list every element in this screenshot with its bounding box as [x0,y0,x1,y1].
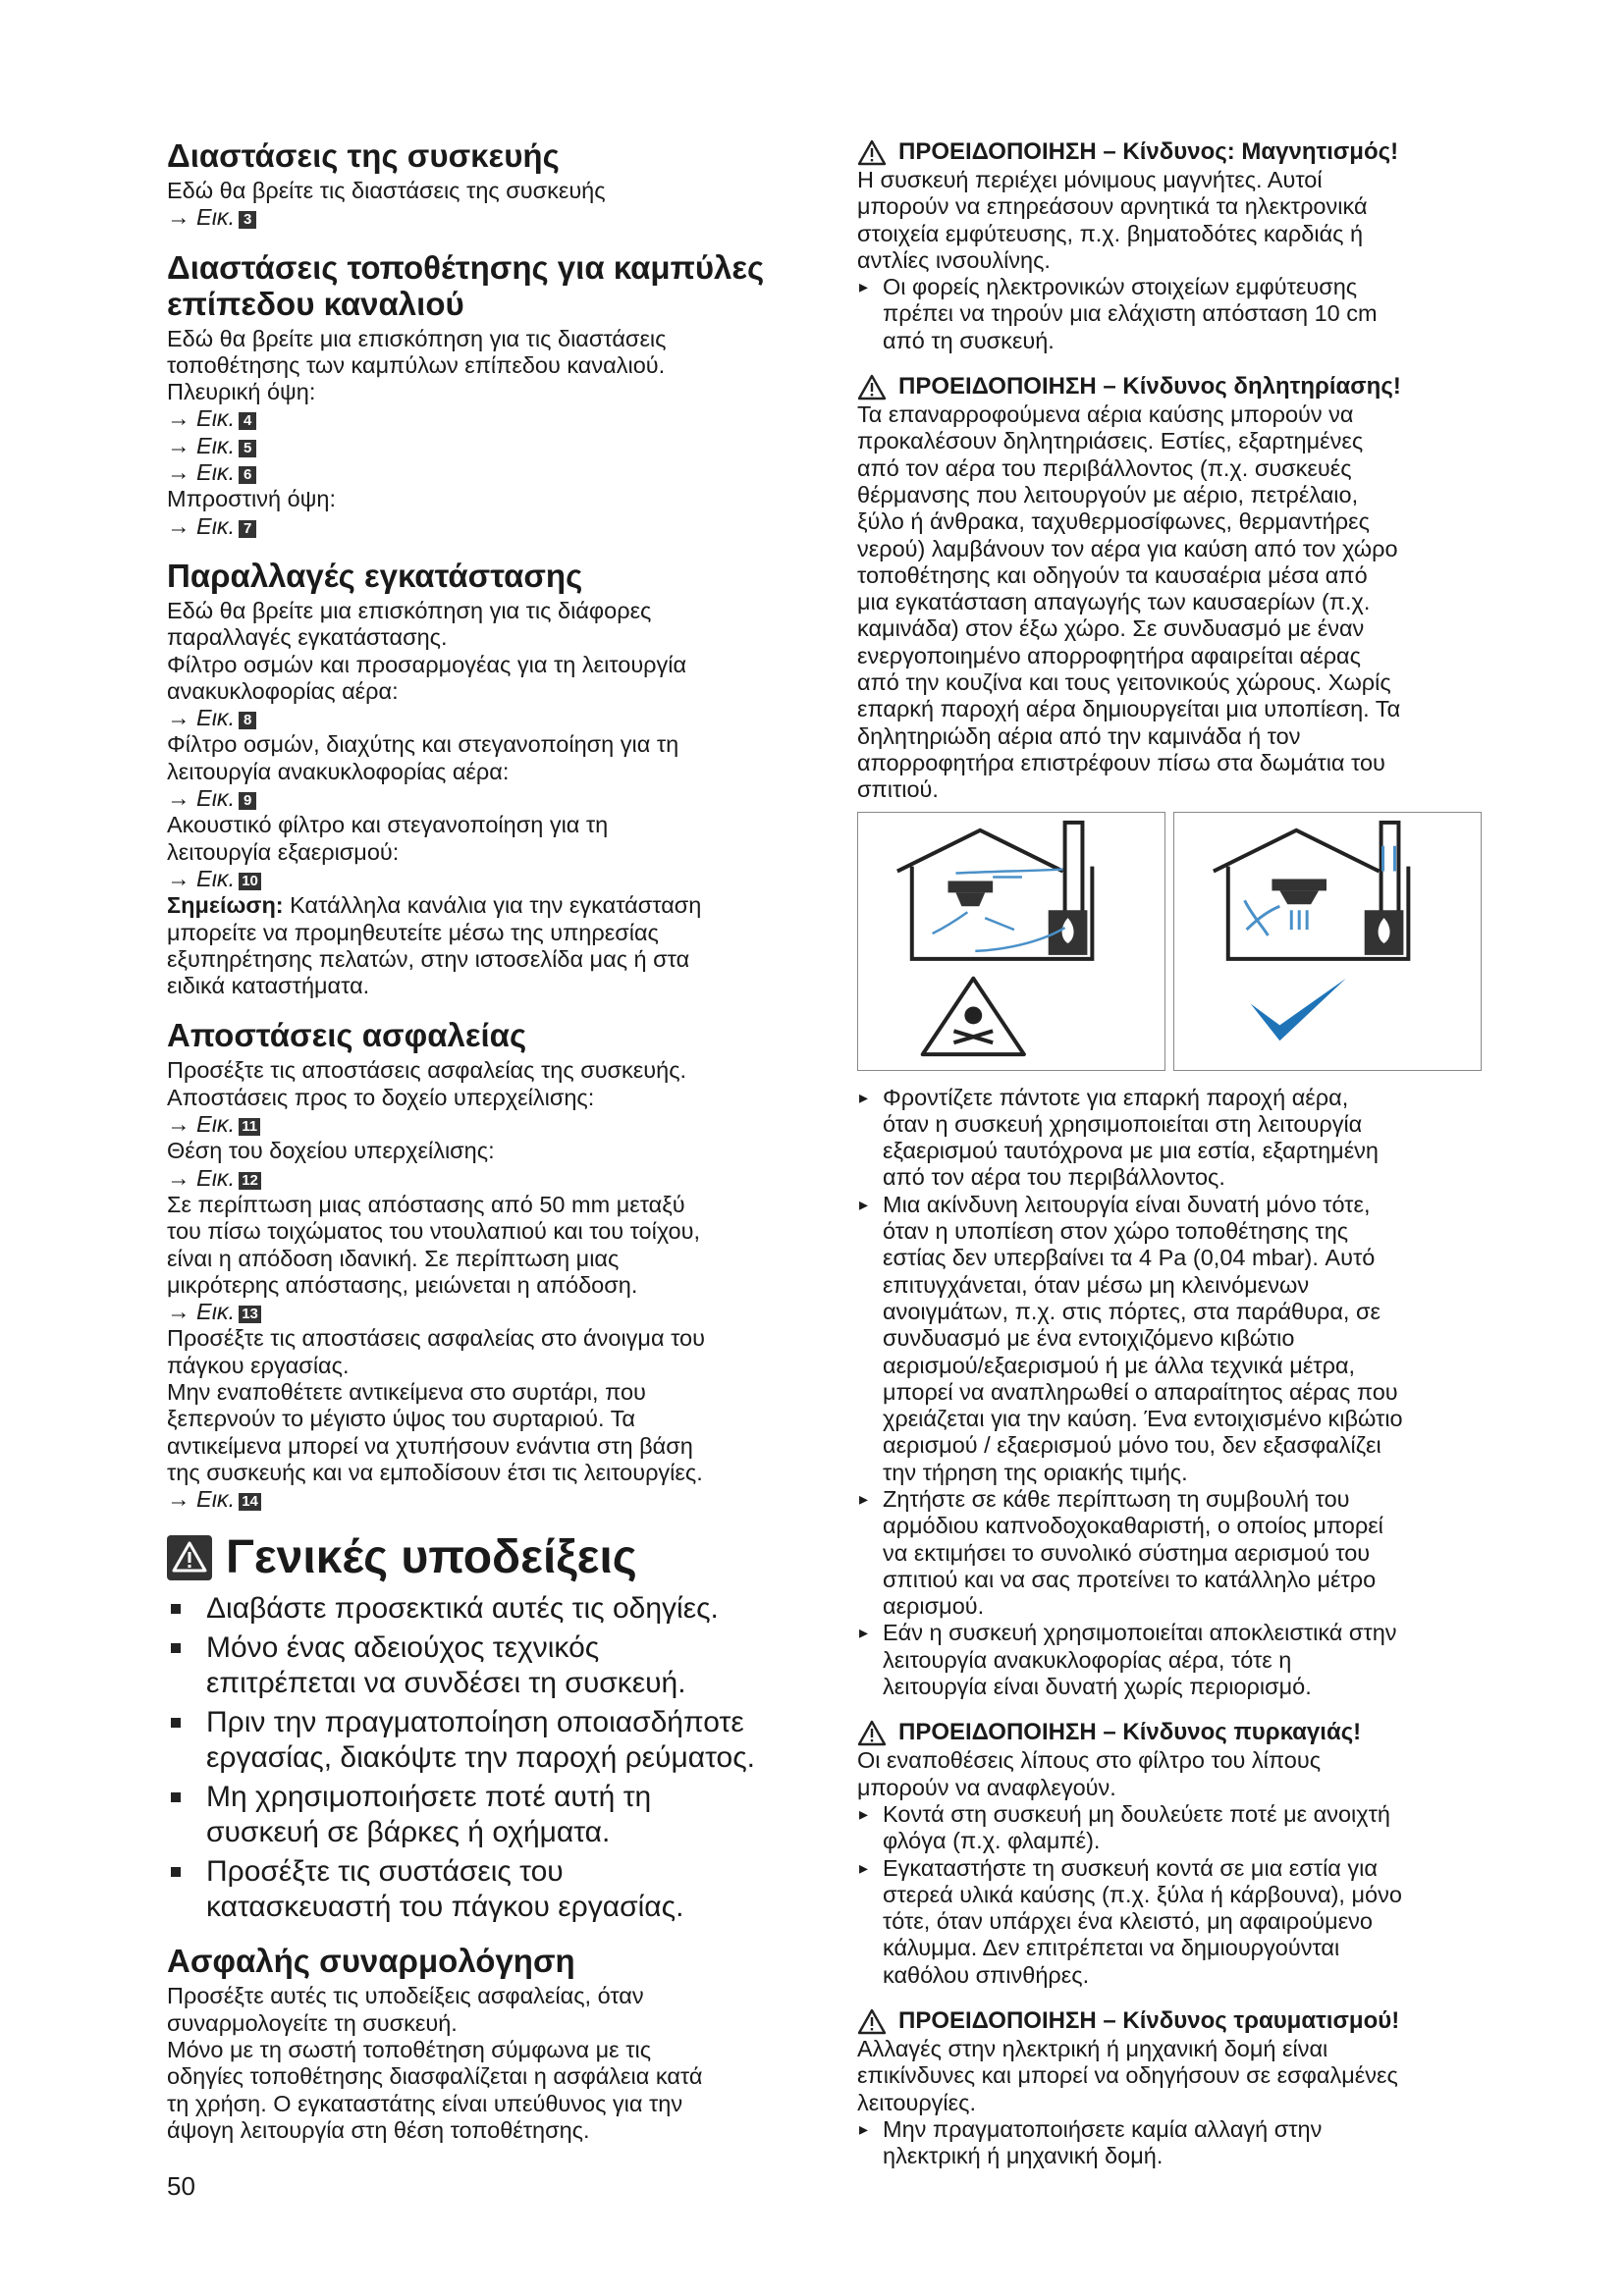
text-line: θέρμανσης που λειτουργούν με αέριο, πετρέλαιο, [857,481,1359,507]
warning-triangle-icon [857,1720,887,1746]
list-item: ▸ Μια ακίνδυνη λειτουργία είναι δυνατή μόνο τότε, όταν η υποπίεση στον χώρο τοποθέτησης της εστίας δεν υπερβαίνει τα 4 Pa (0,04 mbar). Αυτό επιτυγχάνεται, όταν μέσω μη κλεινόμενων ανοιγμάτων, π.χ. στις πόρτες, στα παράθυρα, σε συνδυασμό με ένα εντοιχιζόμενο κιβώτιο αερισμού/εξαερισμού ή με άλλα τεχνικά μέτρα, μπορεί να αναπληρωθεί ο απαραίτητος αέρας που χρειάζεται για την καύση. Ένα εντοιχισμένο κιβώτιο αερισμού / εξαερισμού μόνο του, δεν εξασφαλίζει την τήρηση της οριακής τιμής. [857,1192,1486,1486]
section-device-dimensions [167,137,805,232]
text-line: Θέση του δοχείου υπερχείλισης: [167,1138,495,1164]
text-line: Φίλτρο οσμών, διαχύτης και στεγανοποίηση για τη [167,731,679,758]
text-line: μπορείτε να προμηθευτείτε μέσω της υπηρεσίας [167,919,659,945]
text-line: Εδώ θα βρείτε μια επισκόπηση για τις διαστάσεις [167,325,667,351]
figure-ref: → Εικ. 6 [167,459,805,486]
list-item: ▸ Ζητήστε σε κάθε περίπτωση τη συμβουλή του αρμόδιου καπνοδοχοκαθαριστή, ο οποίος μπορεί να εκτιμήσει το συνολικό σύστημα αερισμού του σπιτιού και να σας προτείνει το κατάλληλο μέτρο αερισμού. [857,1486,1486,1620]
warning-injury [857,2006,1486,2169]
text-line: Φίλτρο οσμών και προσαρμογέας για τη λειτουργία [167,651,687,677]
list-item: Προσέξτε τις συστάσεις του κατασκευαστή του πάγκου εργασίας. [167,1854,805,1925]
text-line: επικίνδυνες και μπορεί να οδηγήσουν σε εσφαλμένες [857,2062,1398,2089]
house-danger-figure [857,812,1165,1071]
text-line: σπιτιού. [857,776,939,803]
figure-ref: → Εικ. 10 [167,866,805,892]
figure-ref: → Εικ. 7 [167,513,805,540]
warning-title: ΠΡΟΕΙΔΟΠΟΙΗΣΗ – Κίνδυνος τραυματισμού! [857,2006,1486,2036]
figure-number: 6 [239,466,256,484]
figure-number: 5 [239,440,256,457]
figure-number: 8 [239,712,256,729]
general-notes-list [167,1591,805,1925]
text-line: λειτουργίες. [857,2089,976,2115]
text-line: Αλλαγές στην ηλεκτρική ή μηχανική δομή είναι [857,2036,1328,2062]
text-line: επαρκή παροχή αέρα δημιουργείται μια υποπίεση. Τα [857,696,1401,722]
text-line: απορροφητήρα επιστρέφουν πίσω στα δωμάτια του [857,749,1385,775]
section-title: Διαστάσεις της συσκευής [167,137,560,174]
text-line: Ακουστικό φίλτρο και στεγανοποίηση για τη [167,812,609,838]
text-line: νερού) λαμβάνουν τον αέρα για καύση από τον χώρο [857,535,1398,561]
text-line: Οι εναποθέσεις λίπους στο φίλτρο του λίπους [857,1747,1322,1774]
figure-number: 12 [239,1172,261,1190]
figure-ref: → Εικ. 12 [167,1165,805,1192]
figure-number: 10 [239,873,261,890]
list-item: ▸ Εγκαταστήστε τη συσκευή κοντά σε μια εστία για στερεά υλικά καύσης (π.χ. ξύλα ή κάρβουνα), μόνο τότε, όταν υπάρχει ένα κλειστό, μη αφαιρούμενο κάλυμμα. Δεν επιτρέπεται να δημιουργούνται καθόλου σπινθήρες. [857,1855,1486,1989]
house-ok-figure [1173,812,1482,1071]
text-line: είναι η απόδοση ιδανική. Σε περίπτωση μιας [167,1245,620,1271]
warning-fire [857,1718,1486,1989]
text-line: λειτουργία εξαερισμού: [167,838,400,865]
figure-number: 9 [239,792,256,810]
figure-ref: → Εικ. 4 [167,405,805,432]
section-safe-assembly [167,1943,805,2144]
text-line: Μόνο με τη σωστή τοποθέτηση σύμφωνα με τις [167,2037,652,2063]
warning-title: ΠΡΟΕΙΔΟΠΟΙΗΣΗ – Κίνδυνος πυρκαγιάς! [857,1718,1486,1747]
text-line: εξυπηρέτησης πελατών, στην ιστοσελίδα μας ή στα [167,945,690,972]
text-line: της συσκευής και να εμποδίσουν έτσι τις λειτουργίες. [167,1459,703,1485]
note: Σημείωση: Κατάλληλα κανάλια για την εγκατάσταση [167,892,702,919]
list-item: ▸ Μην πραγματοποιήσετε καμία αλλαγή στην ηλεκτρική ή μηχανική δομή. [857,2116,1486,2170]
text-line: ενεργοποιημένο απορροφητήρα αφαιρείται αέρας [857,642,1361,668]
section-title: Ασφαλής συναρμολόγηση [167,1943,575,1980]
text-line: από την κουζίνα και τους γειτονικούς χώρους. Χωρίς [857,669,1391,696]
text-line: από τον αέρα του περιβάλλοντος (π.χ. συσκευές [857,454,1352,481]
note-label: Σημείωση: [167,892,284,919]
text-line: Πλευρική όψη: [167,379,316,405]
text-line: Εδώ θα βρείτε τις διαστάσεις της συσκευής [167,178,606,203]
general-notes-title: Γενικές υποδείξεις [167,1530,805,1585]
figure-ref: → Εικ. 14 [167,1486,805,1513]
warning-poisoning [857,372,1486,803]
text-line: Προσέξτε αυτές τις υποδείξεις ασφαλείας, όταν [167,1983,644,2009]
text-line: Μην εναποθέτετε αντικείμενα στο συρτάρι, που [167,1378,646,1405]
text-line: στοιχεία εμφύτευσης, π.χ. βηματοδότες καρδιάς ή [857,220,1364,246]
list-item: ▸ Κοντά στη συσκευή μη δουλεύετε ποτέ με ανοιχτή φλόγα (π.χ. φλαμπέ). [857,1801,1486,1855]
warning-box-icon [167,1535,212,1580]
list-item: Διαβάστε προσεκτικά αυτές τις οδηγίες. [167,1591,805,1627]
text-line: μπορούν να αναφλεγούν. [857,1774,1116,1800]
right-column [857,137,1486,2188]
text-line: Προσέξτε τις αποστάσεις ασφαλείας στο άνοιγμα του [167,1325,705,1352]
figure-ref: → Εικ. 13 [167,1299,805,1325]
warning-triangle-icon [857,2008,887,2035]
section-general-notes [167,1530,805,1925]
text-line: Μπροστινή όψη: [167,486,337,512]
section-title: Διαστάσεις τοποθέτησης για καμπύλες επίπεδου καναλιού [167,248,765,322]
text-line: πάγκου εργασίας. [167,1352,350,1378]
figure-ref: → Εικ. 3 [167,204,805,231]
text-line: ξύλο ή άνθρακα, ταχυθερμοσίφωνες, θερμαντήρες [857,508,1370,535]
text-line: μπορούν να επηρεάσουν αρνητικά τα ηλεκτρονικά [857,193,1368,220]
text-line: Εδώ θα βρείτε μια επισκόπηση για τις διάφορες [167,597,652,623]
page-number: 50 [167,2171,195,2201]
text-line: Προσέξτε τις αποστάσεις ασφαλείας της συσκευής. [167,1057,687,1084]
text-line: ξεπερνούν το μέγιστο ύψος του συρταριού. Τα [167,1406,635,1432]
section-title: Αποστάσεις ασφαλείας [167,1017,527,1054]
text-line: τοποθέτησης και οδηγούν τα καυσαέρια μέσα από [857,561,1368,588]
warning-triangle-icon [857,139,887,166]
text-line: Αποστάσεις προς το δοχείο υπερχείλισης: [167,1084,595,1110]
list-item: Μη χρησιμοποιήσετε ποτέ αυτή τη συσκευή σε βάρκες ή οχήματα. [167,1780,805,1850]
list-item: ▸ Φροντίζετε πάντοτε για επαρκή παροχή αέρα, όταν η συσκευή χρησιμοποιείται στη λειτουργία εξαερισμού ταυτόχρονα με μια εστία, εξαρτημένη από τον αέρα του περιβάλλοντος. [857,1085,1486,1192]
text-line: αντικείμενα μπορεί να χτυπήσουν ενάντια στη βάση [167,1432,693,1459]
section-installation-variants [167,558,805,999]
text-line: τοποθέτησης των καμπύλων επίπεδου καναλιού. [167,351,666,378]
text-line: δηλητηριώδη αέρια από την καμινάδα ή τον [857,722,1301,749]
warning-magnetism [857,137,1486,354]
text-line: ειδικά καταστήματα. [167,973,370,999]
text-line: μια εγκατάσταση απαγωγής των καυσαερίων (π.χ. [857,589,1371,615]
warning-title: ΠΡΟΕΙΔΟΠΟΙΗΣΗ – Κίνδυνος δηλητηρίασης! [857,372,1486,401]
list-item: Μόνο ένας αδειούχος τεχνικός επιτρέπεται να συνδέσει τη συσκευή. [167,1630,805,1701]
section-safety-distances [167,1017,805,1513]
text-line: Η συσκευή περιέχει μόνιμους μαγνήτες. Αυτοί [857,167,1323,192]
text-line: Τα επαναρροφούμενα αέρια καύσης μπορούν να [857,401,1354,428]
figure-number: 11 [239,1118,260,1136]
figure-number: 13 [239,1306,261,1323]
left-column [167,137,805,2162]
section-title: Παραλλαγές εγκατάστασης [167,557,583,594]
figure-number: 4 [239,412,256,430]
list-item: ▸ Οι φορείς ηλεκτρονικών στοιχείων εμφύτευσης πρέπει να τηρούν μια ελάχιστη απόσταση 10 cm από τη συσκευή. [857,274,1486,354]
figure-number: 7 [239,520,256,538]
warning-title: ΠΡΟΕΙΔΟΠΟΙΗΣΗ – Κίνδυνος: Μαγνητισμός! [857,137,1486,167]
text-line: συναρμολογείτε τη συσκευή. [167,2009,458,2036]
text-line: τη χρήση. Ο εγκαταστάτης είναι υπεύθυνος για την [167,2090,683,2116]
text-line: παραλλαγές εγκατάστασης. [167,624,448,651]
text-line: οδηγίες τοποθέτησης διασφαλίζεται η ασφάλεια κατά [167,2063,703,2090]
figure-ref: → Εικ. 8 [167,705,805,731]
figure-ref: → Εικ. 11 [167,1111,805,1138]
text-line: μικρότερης απόστασης, μειώνεται η απόδοση. [167,1271,638,1298]
text-line: ανακυκλοφορίας αέρα: [167,677,399,704]
text-line: προκαλέσουν δηλητηριάσεις. Εστίες, εξαρτημένες [857,428,1364,454]
figure-number: 3 [239,211,256,229]
section-installation-dimensions [167,249,805,540]
figure-ref: → Εικ. 5 [167,433,805,459]
figure-ref: → Εικ. 9 [167,785,805,812]
list-item: ▸ Εάν η συσκευή χρησιμοποιείται αποκλειστικά στην λειτουργία ανακυκλοφορίας αέρα, τότε η λειτουργία είναι δυνατή χωρίς περιορισμό. [857,1620,1486,1700]
text-line: καμινάδα) στον έξω χώρο. Σε συνδυασμό με έναν [857,615,1365,642]
text-line: αντλίες ινσουλίνης. [857,246,1051,273]
text-line: του πίσω τοιχώματος του ντουλαπιού και του τοίχου, [167,1218,700,1245]
warning-triangle-icon [857,374,887,400]
text-line: λειτουργία ανακυκλοφορίας αέρα: [167,758,510,784]
text-line: άψογη λειτουργία στη θέση τοποθέτησης. [167,2116,590,2143]
text-line: Σε περίπτωση μιας απόστασης από 50 mm μεταξύ [167,1191,685,1217]
list-item: Πριν την πραγματοποίηση οποιασδήποτε εργασίας, διακόψτε την παροχή ρεύματος. [167,1705,805,1776]
figure-number: 14 [239,1493,261,1511]
ventilation-illustrations [857,812,1486,1071]
poisoning-measures [857,1085,1486,1701]
